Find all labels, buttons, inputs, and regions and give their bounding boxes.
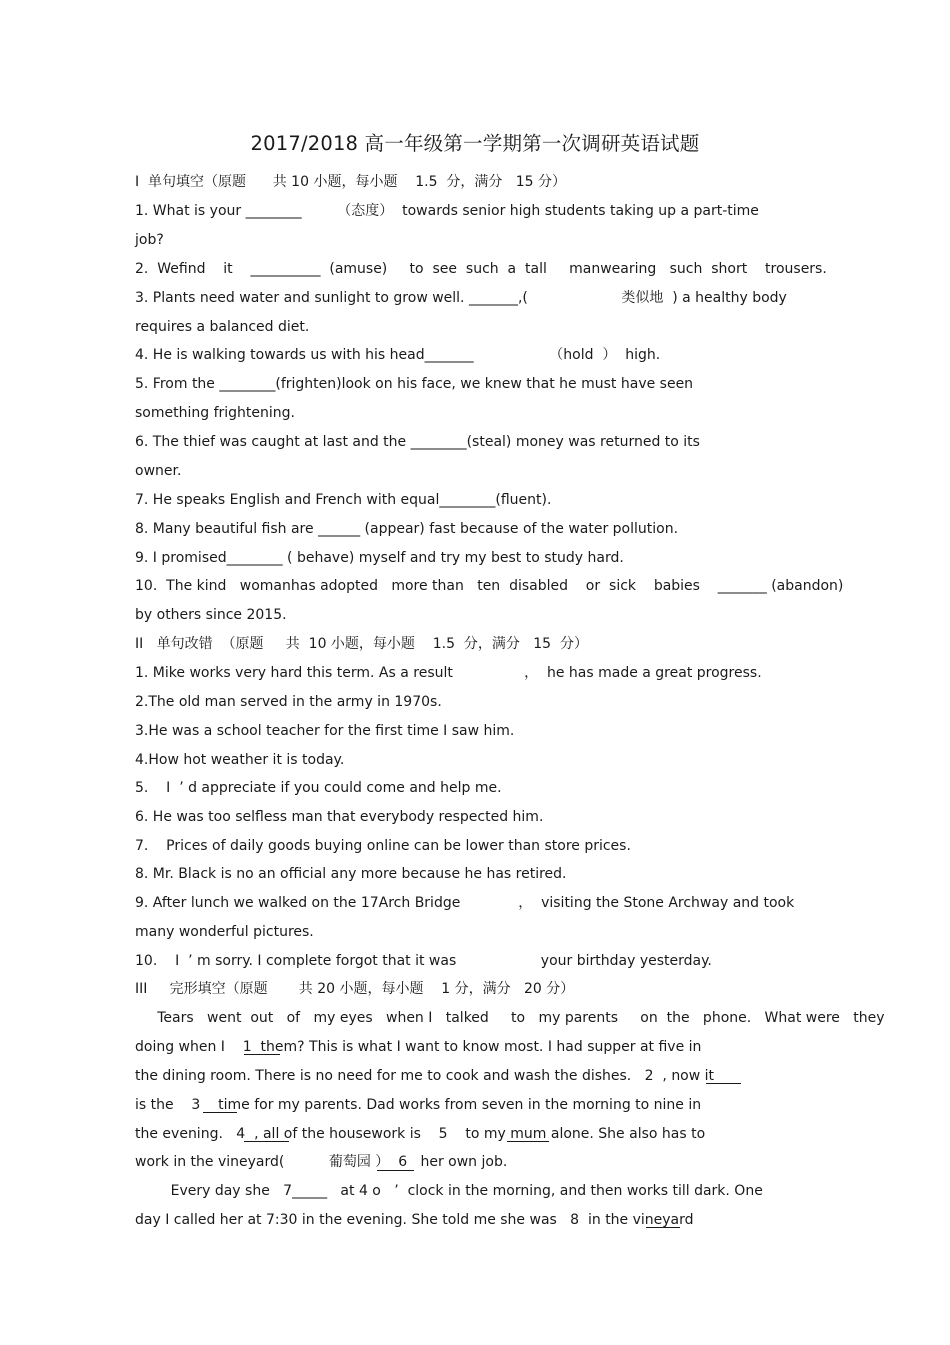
page-title: 2017/2018 高一年级第一学期第一次调研英语试题 [250, 132, 700, 155]
section-1-heading: I 单句填空（原题 共 10 小题，每小题 1.5 分，满分 15 分） [135, 174, 567, 190]
question-4: 4. He is walking towards us with his head_______ （hold ） high. [135, 347, 661, 363]
question-10-line-1: 10. The kind womanhas adopted more than ten disabled or sick babies _______ (abandon) [135, 578, 844, 594]
question-6-line-2: owner. [135, 463, 182, 479]
section-3-heading: III 完形填空（原题 共 20 小题，每小题 1 分，满分 20 分） [135, 981, 575, 997]
section-2-heading: II 单句改错 （原题 共 10 小题，每小题 1.5 分，满分 15 分） [135, 636, 588, 652]
passage-line-6: work in the vineyard( 葡萄园 ） 6 her own job. [135, 1154, 508, 1170]
question-7: 7. He speaks English and French with equal________(fluent). [135, 492, 552, 508]
question-3-line-2: requires a balanced diet. [135, 319, 310, 335]
blank-2-underline [706, 1083, 741, 1084]
question-10-line-2: by others since 2015. [135, 607, 287, 623]
error-6: 6. He was too selfless man that everybody respected him. [135, 809, 544, 825]
error-10: 10. I ’ m sorry. I complete forgot that it was your birthday yesterday. [135, 953, 712, 969]
blank-3-underline [203, 1112, 237, 1113]
passage-line-7: Every day she 7_____ at 4 o ’ clock in the morning, and then works till dark. One [135, 1183, 763, 1199]
question-5-line-2: something frightening. [135, 405, 295, 421]
blank-5-underline [507, 1141, 549, 1142]
error-1: 1. Mike works very hard this term. As a result ， he has made a great progress. [135, 665, 762, 681]
question-3-line-1: 3. Plants need water and sunlight to grow well. _______,( 类似地 ) a healthy body [135, 290, 787, 306]
error-5: 5. I ’ d appreciate if you could come and help me. [135, 780, 502, 796]
passage-line-5: the evening. 4 , all of the housework is 5 to my mum alone. She also has to [135, 1126, 706, 1142]
question-6-line-1: 6. The thief was caught at last and the ________(steal) money was returned to its [135, 434, 700, 450]
passage-line-3: the dining room. There is no need for me to cook and wash the dishes. 2 , now it [135, 1068, 715, 1084]
question-1-line-2: job? [135, 232, 164, 248]
error-2: 2.The old man served in the army in 1970s. [135, 694, 442, 710]
error-8: 8. Mr. Black is no an official any more because he has retired. [135, 866, 567, 882]
question-1-line-1: 1. What is your ________ （态度） towards senior high students taking up a part-time [135, 203, 759, 219]
question-2: 2. Wefind it __________ (amuse) to see such a tall manwearing such short trousers. [135, 261, 827, 277]
question-5-line-1: 5. From the ________(frighten)look on his face, we knew that he must have seen [135, 376, 694, 392]
error-9-line-1: 9. After lunch we walked on the 17Arch Bridge ， visiting the Stone Archway and took [135, 895, 795, 911]
error-7: 7. Prices of daily goods buying online can be lower than store prices. [135, 838, 631, 854]
blank-6-underline [377, 1170, 414, 1171]
blank-8-underline [646, 1227, 680, 1228]
error-4: 4.How hot weather it is today. [135, 752, 345, 768]
question-9: 9. I promised________ ( behave) myself and try my best to study hard. [135, 550, 624, 566]
passage-line-4: is the 3 time for my parents. Dad works from seven in the morning to nine in [135, 1097, 702, 1113]
error-3: 3.He was a school teacher for the first time I saw him. [135, 723, 515, 739]
error-9-line-2: many wonderful pictures. [135, 924, 314, 940]
passage-line-1: Tears went out of my eyes when I talked to my parents on the phone. What were they [135, 1010, 885, 1026]
question-8: 8. Many beautiful fish are ______ (appear) fast because of the water pollution. [135, 521, 679, 537]
passage-line-8: day I called her at 7:30 in the evening. She told me she was 8 in the vineyard [135, 1212, 694, 1228]
blank-4-underline [244, 1141, 289, 1142]
passage-line-2: doing when I 1 them? This is what I want to know most. I had supper at five in [135, 1039, 702, 1055]
blank-1-underline [244, 1054, 280, 1055]
